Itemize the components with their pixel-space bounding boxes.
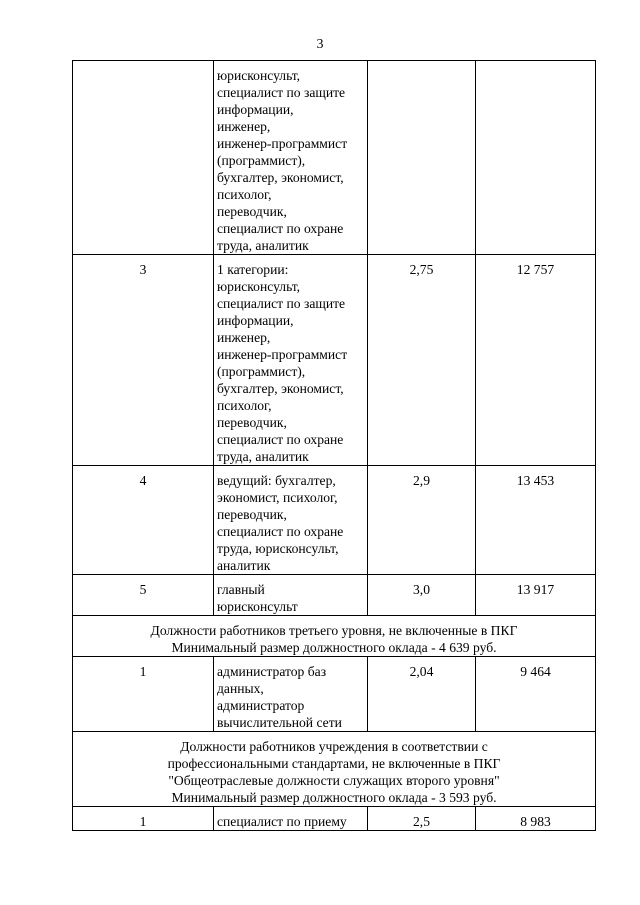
section-header-line: Минимальный размер должностного оклада - 3 593 руб.	[171, 790, 497, 805]
salary-cell: 8 983	[476, 807, 596, 831]
position-line: юрисконсульт,	[217, 68, 301, 83]
position-line: психолог,	[217, 187, 272, 202]
position-line: специалист по защите	[217, 296, 346, 311]
position-line: переводчик,	[217, 415, 287, 430]
row-number-cell: 3	[73, 255, 214, 466]
position-cell	[214, 61, 368, 255]
position-line: данных,	[217, 681, 264, 696]
position-line: юрисконсульт	[217, 599, 298, 614]
position-cell	[214, 255, 368, 466]
table-row	[73, 807, 596, 831]
coefficient-cell	[368, 61, 476, 255]
position-line: специалист по охране	[217, 221, 344, 236]
position-cell	[214, 657, 368, 732]
table-row	[73, 657, 596, 732]
position-line: вычислительной сети	[217, 715, 342, 730]
position-line: бухгалтер, экономист,	[217, 381, 344, 396]
position-line: специалист по охране	[217, 524, 344, 539]
row-number-cell: 1	[73, 807, 214, 831]
position-line: главный	[217, 582, 265, 597]
position-line: 1 категории:	[217, 262, 289, 277]
position-line: психолог,	[217, 398, 272, 413]
salary-cell: 12 757	[476, 255, 596, 466]
position-line: переводчик,	[217, 204, 287, 219]
position-line: юрисконсульт,	[217, 279, 301, 294]
row-number-cell: 5	[73, 575, 214, 616]
row-number-cell	[73, 61, 214, 255]
section-header-line: Должности работников третьего уровня, не включенные в ПКГ	[150, 623, 518, 638]
position-line: инженер-программист	[217, 347, 348, 362]
table-row	[73, 255, 596, 466]
table-row	[73, 575, 596, 616]
position-line: (программист),	[217, 153, 306, 168]
section-header-line: Должности работников учреждения в соответствии с	[180, 739, 488, 754]
position-line: ведущий: бухгалтер,	[217, 473, 336, 488]
salary-table	[72, 60, 596, 831]
position-line: администратор	[217, 698, 305, 713]
section-header-line: "Общеотраслевые должности служащих второго уровня"	[168, 773, 500, 788]
position-line: переводчик,	[217, 507, 287, 522]
section-header	[73, 616, 596, 657]
salary-cell: 13 917	[476, 575, 596, 616]
section-header-line: профессиональными стандартами, не включенные в ПКГ	[167, 756, 501, 771]
position-line: специалист по приему	[217, 814, 347, 829]
position-line: специалист по защите	[217, 85, 346, 100]
coefficient-cell: 2,5	[368, 807, 476, 831]
position-line: администратор баз	[217, 664, 327, 679]
salary-cell: 13 453	[476, 466, 596, 575]
table-row	[73, 61, 596, 255]
row-number-cell: 1	[73, 657, 214, 732]
section-header-row	[73, 616, 596, 657]
position-line: инженер,	[217, 119, 271, 134]
salary-cell: 9 464	[476, 657, 596, 732]
section-header-row	[73, 732, 596, 807]
position-line: труда, аналитик	[217, 238, 309, 253]
section-header	[73, 732, 596, 807]
coefficient-cell: 2,75	[368, 255, 476, 466]
position-line: (программист),	[217, 364, 306, 379]
row-number-cell: 4	[73, 466, 214, 575]
position-line: аналитик	[217, 558, 271, 573]
coefficient-cell: 3,0	[368, 575, 476, 616]
page-number: 3	[316, 37, 324, 52]
position-line: экономист, психолог,	[217, 490, 338, 505]
position-line: бухгалтер, экономист,	[217, 170, 344, 185]
position-cell	[214, 807, 368, 831]
position-line: инженер,	[217, 330, 271, 345]
position-line: информации,	[217, 313, 294, 328]
coefficient-cell: 2,9	[368, 466, 476, 575]
position-cell	[214, 466, 368, 575]
position-line: специалист по охране	[217, 432, 344, 447]
position-cell	[214, 575, 368, 616]
position-line: информации,	[217, 102, 294, 117]
position-line: инженер-программист	[217, 136, 348, 151]
position-line: труда, аналитик	[217, 449, 309, 464]
section-header-line: Минимальный размер должностного оклада - 4 639 руб.	[171, 640, 497, 655]
coefficient-cell: 2,04	[368, 657, 476, 732]
table-body	[73, 61, 596, 831]
position-line: труда, юрисконсульт,	[217, 541, 339, 556]
salary-cell	[476, 61, 596, 255]
table-row	[73, 466, 596, 575]
